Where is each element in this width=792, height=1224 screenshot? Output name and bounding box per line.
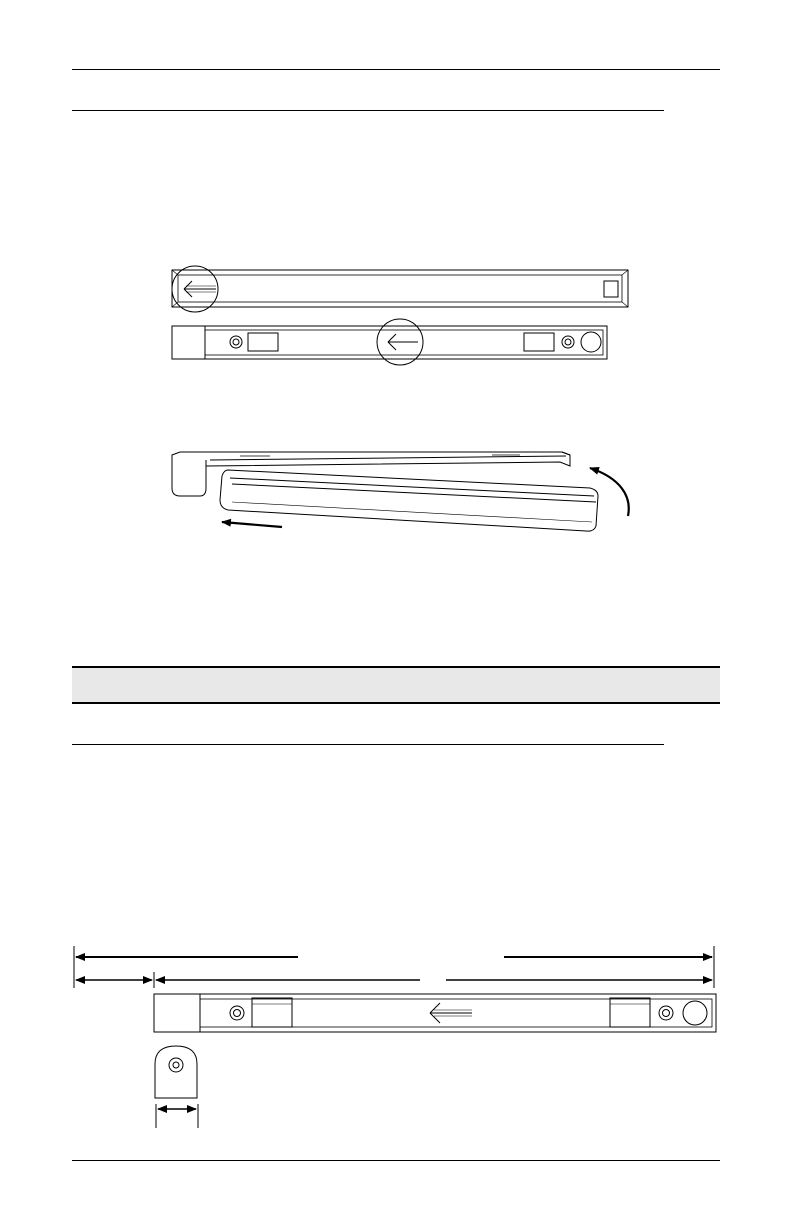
rotate-arrow-icon [590,468,629,516]
closer-bar-bottom [172,319,607,365]
end-cap-detail [155,1046,198,1128]
slide-left-arrow-icon [222,522,282,527]
figure-tilt-slide [172,452,629,531]
figure-dimensions [74,946,716,1128]
figure-top-view [172,266,628,365]
left-arrow-icon [430,1003,472,1023]
closer-bar-top [172,266,628,312]
closer-bar-side [154,994,716,1032]
left-arrow-icon [388,334,418,350]
closer-housing [172,452,570,496]
left-arrow-icon [184,281,216,297]
closer-bar-tilted [220,470,598,531]
